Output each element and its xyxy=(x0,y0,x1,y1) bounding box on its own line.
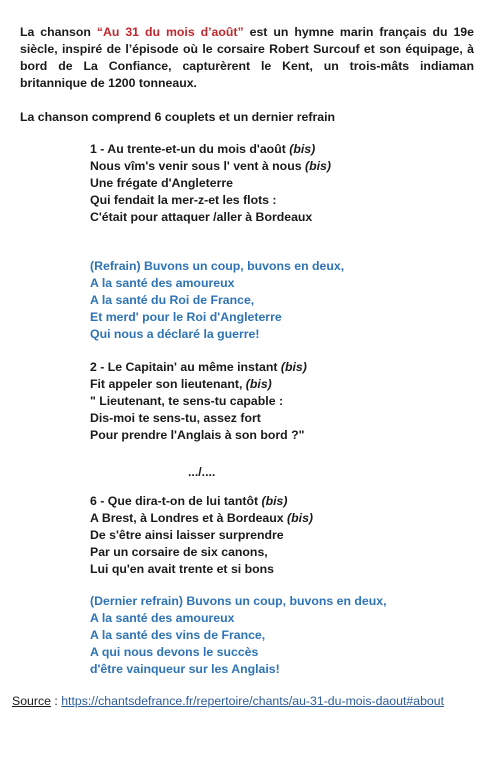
source-separator: : xyxy=(50,694,62,708)
verse-line xyxy=(90,493,490,510)
bis-marker: (bis) xyxy=(261,494,288,508)
intro-before: La chanson xyxy=(20,25,97,39)
verse-line: Lui qu'en avait trente et si bons xyxy=(90,562,274,576)
verse-line-text: Fit appeler son lieutenant, xyxy=(90,377,246,391)
refrain-line: A la santé des vins de France, xyxy=(90,628,266,642)
couplet-2 xyxy=(90,359,490,444)
verse-line: C'était pour attaquer /aller à Bordeaux xyxy=(90,210,313,224)
bis-marker: (bis) xyxy=(289,142,316,156)
omitted-verses-marker: .../.... xyxy=(188,465,216,479)
couplet-1 xyxy=(90,141,490,226)
refrain-line: Qui nous a déclaré la guerre! xyxy=(90,327,260,341)
refrain-line: A la santé du Roi de France, xyxy=(90,293,255,307)
verse-line xyxy=(90,359,490,376)
refrain xyxy=(90,258,490,343)
couplets-summary: La chanson comprend 6 couplets et un dernier refrain xyxy=(20,110,336,124)
verse-line xyxy=(90,510,490,527)
verse-line: Qui fendait la mer-z-et les flots : xyxy=(90,193,277,207)
verse-line-text: Nous vîm's venir sous l' vent à nous xyxy=(90,159,305,173)
bis-marker: (bis) xyxy=(287,511,314,525)
verse-line: Pour prendre l'Anglais à son bord ?" xyxy=(90,428,305,442)
refrain-line: (Refrain) Buvons un coup, buvons en deux, xyxy=(90,259,345,273)
verse-line: Dis-moi te sens-tu, assez fort xyxy=(90,411,261,425)
refrain-line: A la santé des amoureux xyxy=(90,611,235,625)
verse-line xyxy=(90,158,490,175)
verse-line xyxy=(90,141,490,158)
verse-line: Une frégate d'Angleterre xyxy=(90,176,234,190)
refrain-line: A la santé des amoureux xyxy=(90,276,235,290)
verse-line: De s'être ainsi laisser surprendre xyxy=(90,528,284,542)
source-label: Source xyxy=(12,694,51,708)
intro-after: est un hymne marin français du 19e siècle, inspiré de l’épisode où le corsaire Robert Surcouf et son équipage, à bord de La Confiance, capturèrent le Kent, un trois-mâts indiaman britannique de 1200 tonneaux. xyxy=(20,25,474,90)
refrain-line: Et merd' pour le Roi d'Angleterre xyxy=(90,310,282,324)
final-refrain xyxy=(90,593,490,678)
couplet-6 xyxy=(90,493,490,578)
verse-line-text: A Brest, à Londres et à Bordeaux xyxy=(90,511,288,525)
refrain-line: A qui nous devons le succès xyxy=(90,645,259,659)
intro-paragraph xyxy=(20,24,474,92)
verse-line-text: 6 - Que dira-t-on de lui tantôt xyxy=(90,494,262,508)
song-title: “Au 31 du mois d’août” xyxy=(96,25,244,39)
verse-line: Par un corsaire de six canons, xyxy=(90,545,268,559)
refrain-line: (Dernier refrain) Buvons un coup, buvons en deux, xyxy=(90,594,387,608)
bis-marker: (bis) xyxy=(245,377,272,391)
verse-line xyxy=(90,376,490,393)
verse-line-text: 1 - Au trente-et-un du mois d'août xyxy=(90,142,290,156)
bis-marker: (bis) xyxy=(280,360,307,374)
source-link[interactable]: https://chantsdefrance.fr/repertoire/chants/au-31-du-mois-daout#about xyxy=(61,694,445,708)
bis-marker: (bis) xyxy=(304,159,331,173)
source-citation xyxy=(12,693,482,710)
verse-line: " Lieutenant, te sens-tu capable : xyxy=(90,394,284,408)
refrain-line: d'être vainqueur sur les Anglais! xyxy=(90,662,280,676)
verse-line-text: 2 - Le Capitain' au même instant xyxy=(90,360,281,374)
